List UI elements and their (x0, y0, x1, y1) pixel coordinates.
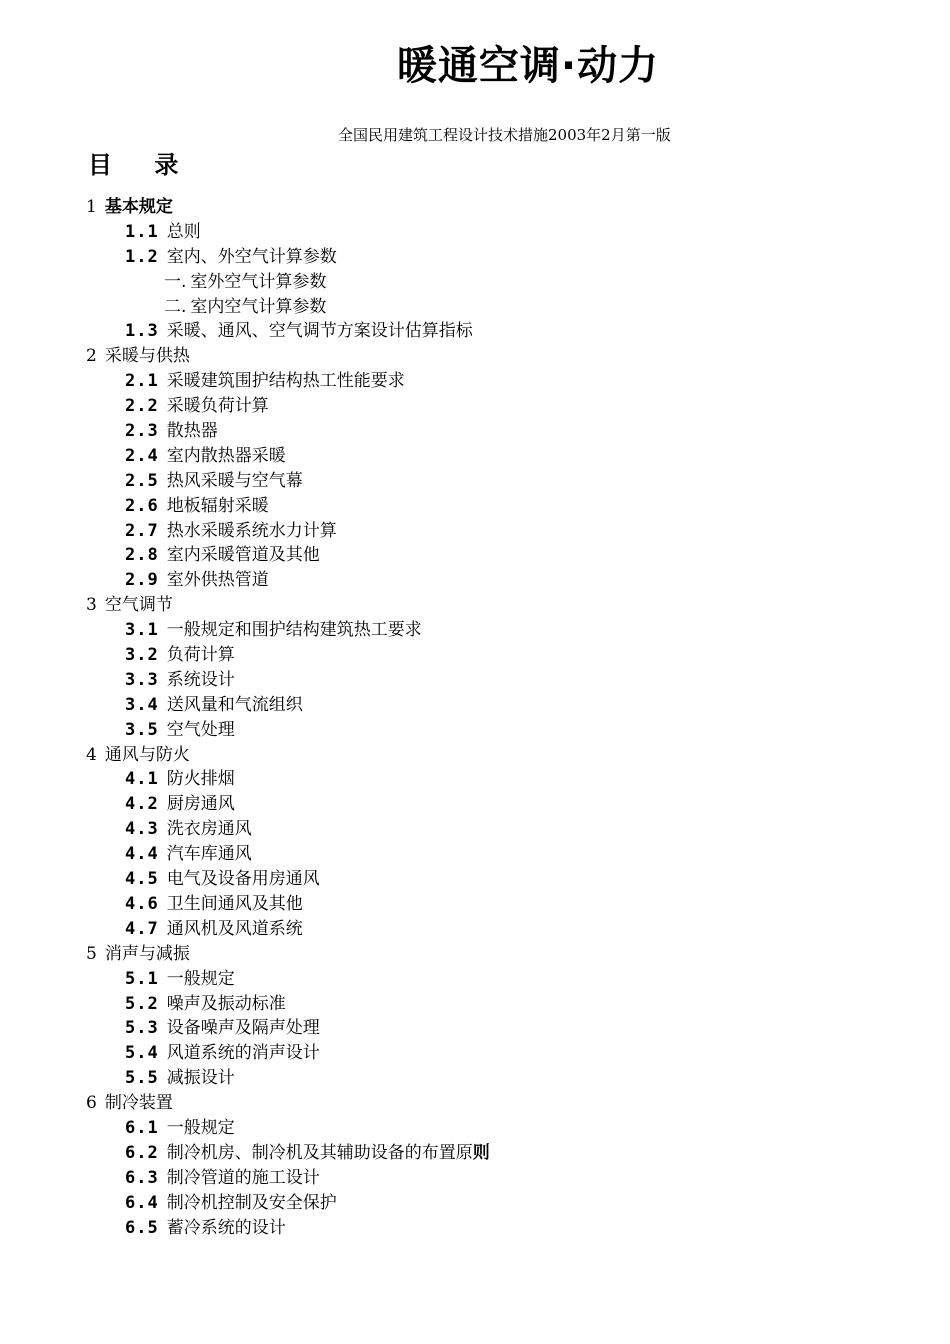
toc-entry-number: 6.5 (125, 1217, 159, 1238)
toc-entry-number: 6.4 (125, 1192, 159, 1213)
toc-entry[interactable] (86, 220, 926, 245)
toc-entry[interactable] (86, 967, 926, 992)
toc-entry-number: 2.4 (125, 445, 159, 466)
toc-entry[interactable] (86, 543, 926, 568)
toc-entry-label: 空气处理 (166, 719, 235, 740)
toc-entry-number: 6.2 (125, 1142, 159, 1163)
toc-entry-number: 2.2 (125, 396, 159, 417)
toc-entry[interactable] (86, 767, 926, 792)
toc-entry[interactable] (86, 718, 926, 743)
toc-entry-number: 2 (86, 346, 97, 367)
toc-entry-number: 4.6 (125, 893, 159, 914)
toc-entry-label: 地板辐射采暖 (166, 495, 269, 516)
toc-entry-label: 空气调节 (104, 595, 173, 616)
toc-entry-number: 4.5 (125, 869, 159, 890)
table-of-contents (86, 195, 926, 1240)
toc-entry-label: 风道系统的消声设计 (166, 1043, 320, 1064)
toc-entry[interactable] (86, 369, 926, 394)
toc-entry-label: 噪声及振动标准 (166, 993, 286, 1014)
toc-entry[interactable] (86, 195, 926, 220)
toc-entry-label: 室内散热器采暖 (166, 445, 286, 466)
toc-entry-number: 5.4 (125, 1043, 159, 1064)
toc-entry[interactable] (86, 419, 926, 444)
toc-entry-number: 3.5 (125, 719, 159, 740)
toc-entry-label: 基本规定 (104, 197, 173, 217)
toc-entry-number: 2.1 (125, 371, 159, 392)
toc-entry-number: 2.6 (125, 495, 159, 516)
toc-entry-label: 室内、外空气计算参数 (166, 246, 337, 267)
toc-entry-label: 采暖、通风、空气调节方案设计估算指标 (166, 321, 473, 342)
toc-entry[interactable] (86, 1041, 926, 1066)
toc-entry[interactable] (86, 842, 926, 867)
toc-entry[interactable] (86, 1166, 926, 1191)
toc-entry[interactable] (86, 817, 926, 842)
toc-entry[interactable] (86, 867, 926, 892)
toc-entry-label: 制冷机房、制冷机及其辅助设备的布置原 (166, 1142, 473, 1163)
toc-entry[interactable] (86, 1066, 926, 1091)
toc-entry[interactable] (86, 1091, 926, 1116)
toc-entry[interactable] (86, 1141, 926, 1166)
toc-entry[interactable] (86, 618, 926, 643)
toc-entry-label: 室内采暖管道及其他 (166, 545, 320, 566)
toc-entry-number: 4.4 (125, 844, 159, 865)
toc-entry-label: 制冷管道的施工设计 (166, 1167, 320, 1188)
toc-entry-label: 一般规定 (166, 968, 235, 989)
toc-entry[interactable] (86, 494, 926, 519)
toc-entry-label: 汽车库通风 (166, 844, 252, 865)
toc-entry[interactable] (86, 344, 926, 369)
toc-entry[interactable] (86, 668, 926, 693)
toc-entry-number: 5.3 (125, 1018, 159, 1039)
toc-entry-label-tail: 则 (472, 1142, 490, 1163)
toc-entry-label: 系统设计 (166, 669, 235, 690)
toc-entry-label: 一般规定 (166, 1117, 235, 1138)
toc-heading: 目 录 (88, 151, 191, 179)
toc-entry-number: 一. (164, 271, 187, 292)
toc-entry[interactable] (86, 643, 926, 668)
toc-entry-number: 3.3 (125, 669, 159, 690)
page-title: 暖通空调·动力 (396, 43, 660, 89)
toc-entry-label: 设备噪声及隔声处理 (166, 1018, 320, 1039)
toc-entry-number: 4 (86, 744, 97, 765)
toc-entry-label: 采暖与供热 (104, 346, 190, 367)
toc-entry[interactable] (86, 1191, 926, 1216)
toc-entry[interactable] (86, 568, 926, 593)
toc-entry[interactable] (86, 992, 926, 1017)
toc-entry-label: 热水采暖系统水力计算 (166, 520, 337, 541)
toc-entry-label: 防火排烟 (166, 769, 235, 790)
toc-entry-label: 电气及设备用房通风 (166, 869, 320, 890)
toc-entry-label: 总则 (166, 221, 201, 242)
toc-entry-number: 6.1 (125, 1117, 159, 1138)
toc-entry-label: 卫生间通风及其他 (166, 893, 303, 914)
toc-entry-number: 4.2 (125, 794, 159, 815)
toc-entry-label: 室内空气计算参数 (190, 296, 327, 317)
toc-entry-label: 负荷计算 (166, 645, 235, 666)
toc-entry[interactable] (86, 245, 926, 270)
toc-entry-number: 二. (164, 296, 187, 317)
toc-entry-number: 4.1 (125, 769, 159, 790)
toc-entry-label: 厨房通风 (166, 794, 235, 815)
toc-entry-label: 通风与防火 (104, 744, 190, 765)
toc-entry-label: 制冷机控制及安全保护 (166, 1192, 337, 1213)
toc-entry-label: 室外供热管道 (166, 570, 269, 591)
toc-entry-number: 3.1 (125, 620, 159, 641)
toc-entry-label: 热风采暖与空气幕 (166, 470, 303, 491)
toc-entry-label: 制冷装置 (104, 1093, 173, 1114)
toc-entry-number: 2.9 (125, 570, 159, 591)
toc-entry-number: 3.4 (125, 694, 159, 715)
toc-entry-number: 6.3 (125, 1167, 159, 1188)
toc-entry-label: 采暖负荷计算 (166, 396, 269, 417)
toc-entry[interactable] (86, 1016, 926, 1041)
toc-entry-label: 送风量和气流组织 (166, 694, 303, 715)
toc-entry[interactable] (86, 917, 926, 942)
toc-entry-number: 1.2 (125, 246, 159, 267)
toc-entry[interactable] (86, 444, 926, 469)
toc-entry-number: 4.3 (125, 819, 159, 840)
toc-entry-label: 洗衣房通风 (166, 819, 252, 840)
toc-entry-number: 1.3 (125, 321, 159, 342)
toc-entry[interactable] (86, 295, 926, 320)
toc-entry[interactable] (86, 394, 926, 419)
toc-entry-label: 散热器 (166, 421, 218, 442)
toc-entry-label: 通风机及风道系统 (166, 918, 303, 939)
toc-entry-number: 6 (86, 1093, 97, 1114)
toc-entry[interactable] (86, 270, 926, 295)
toc-entry[interactable] (86, 942, 926, 967)
toc-entry-label: 一般规定和围护结构建筑热工要求 (166, 620, 422, 641)
toc-entry-number: 2.7 (125, 520, 159, 541)
toc-entry-number: 5.1 (125, 968, 159, 989)
toc-entry-label: 消声与减振 (104, 943, 190, 964)
toc-entry-label: 室外空气计算参数 (190, 271, 327, 292)
toc-entry[interactable] (86, 693, 926, 718)
toc-entry-number: 2.3 (125, 421, 159, 442)
toc-entry[interactable] (86, 1116, 926, 1141)
toc-entry-number: 3 (86, 595, 97, 616)
toc-entry[interactable] (86, 743, 926, 768)
toc-entry[interactable] (86, 593, 926, 618)
toc-entry-number: 2.8 (125, 545, 159, 566)
toc-entry-label: 采暖建筑围护结构热工性能要求 (166, 371, 405, 392)
toc-entry[interactable] (86, 792, 926, 817)
toc-entry-number: 4.7 (125, 918, 159, 939)
toc-entry-label: 蓄冷系统的设计 (166, 1217, 286, 1238)
toc-entry-number: 1 (86, 197, 97, 217)
toc-entry-number: 1.1 (125, 221, 159, 242)
toc-entry[interactable] (86, 892, 926, 917)
toc-entry-number: 5.5 (125, 1068, 159, 1089)
toc-entry[interactable] (86, 469, 926, 494)
toc-entry[interactable] (86, 1216, 926, 1241)
toc-entry[interactable] (86, 519, 926, 544)
document-subtitle: 全国民用建筑工程设计技术措施2003年2月第一版 (338, 126, 671, 144)
toc-entry-number: 2.5 (125, 470, 159, 491)
toc-entry-number: 5.2 (125, 993, 159, 1014)
toc-entry-number: 3.2 (125, 645, 159, 666)
toc-entry[interactable] (86, 319, 926, 344)
toc-entry-number: 5 (86, 943, 97, 964)
toc-entry-label: 减振设计 (166, 1068, 235, 1089)
